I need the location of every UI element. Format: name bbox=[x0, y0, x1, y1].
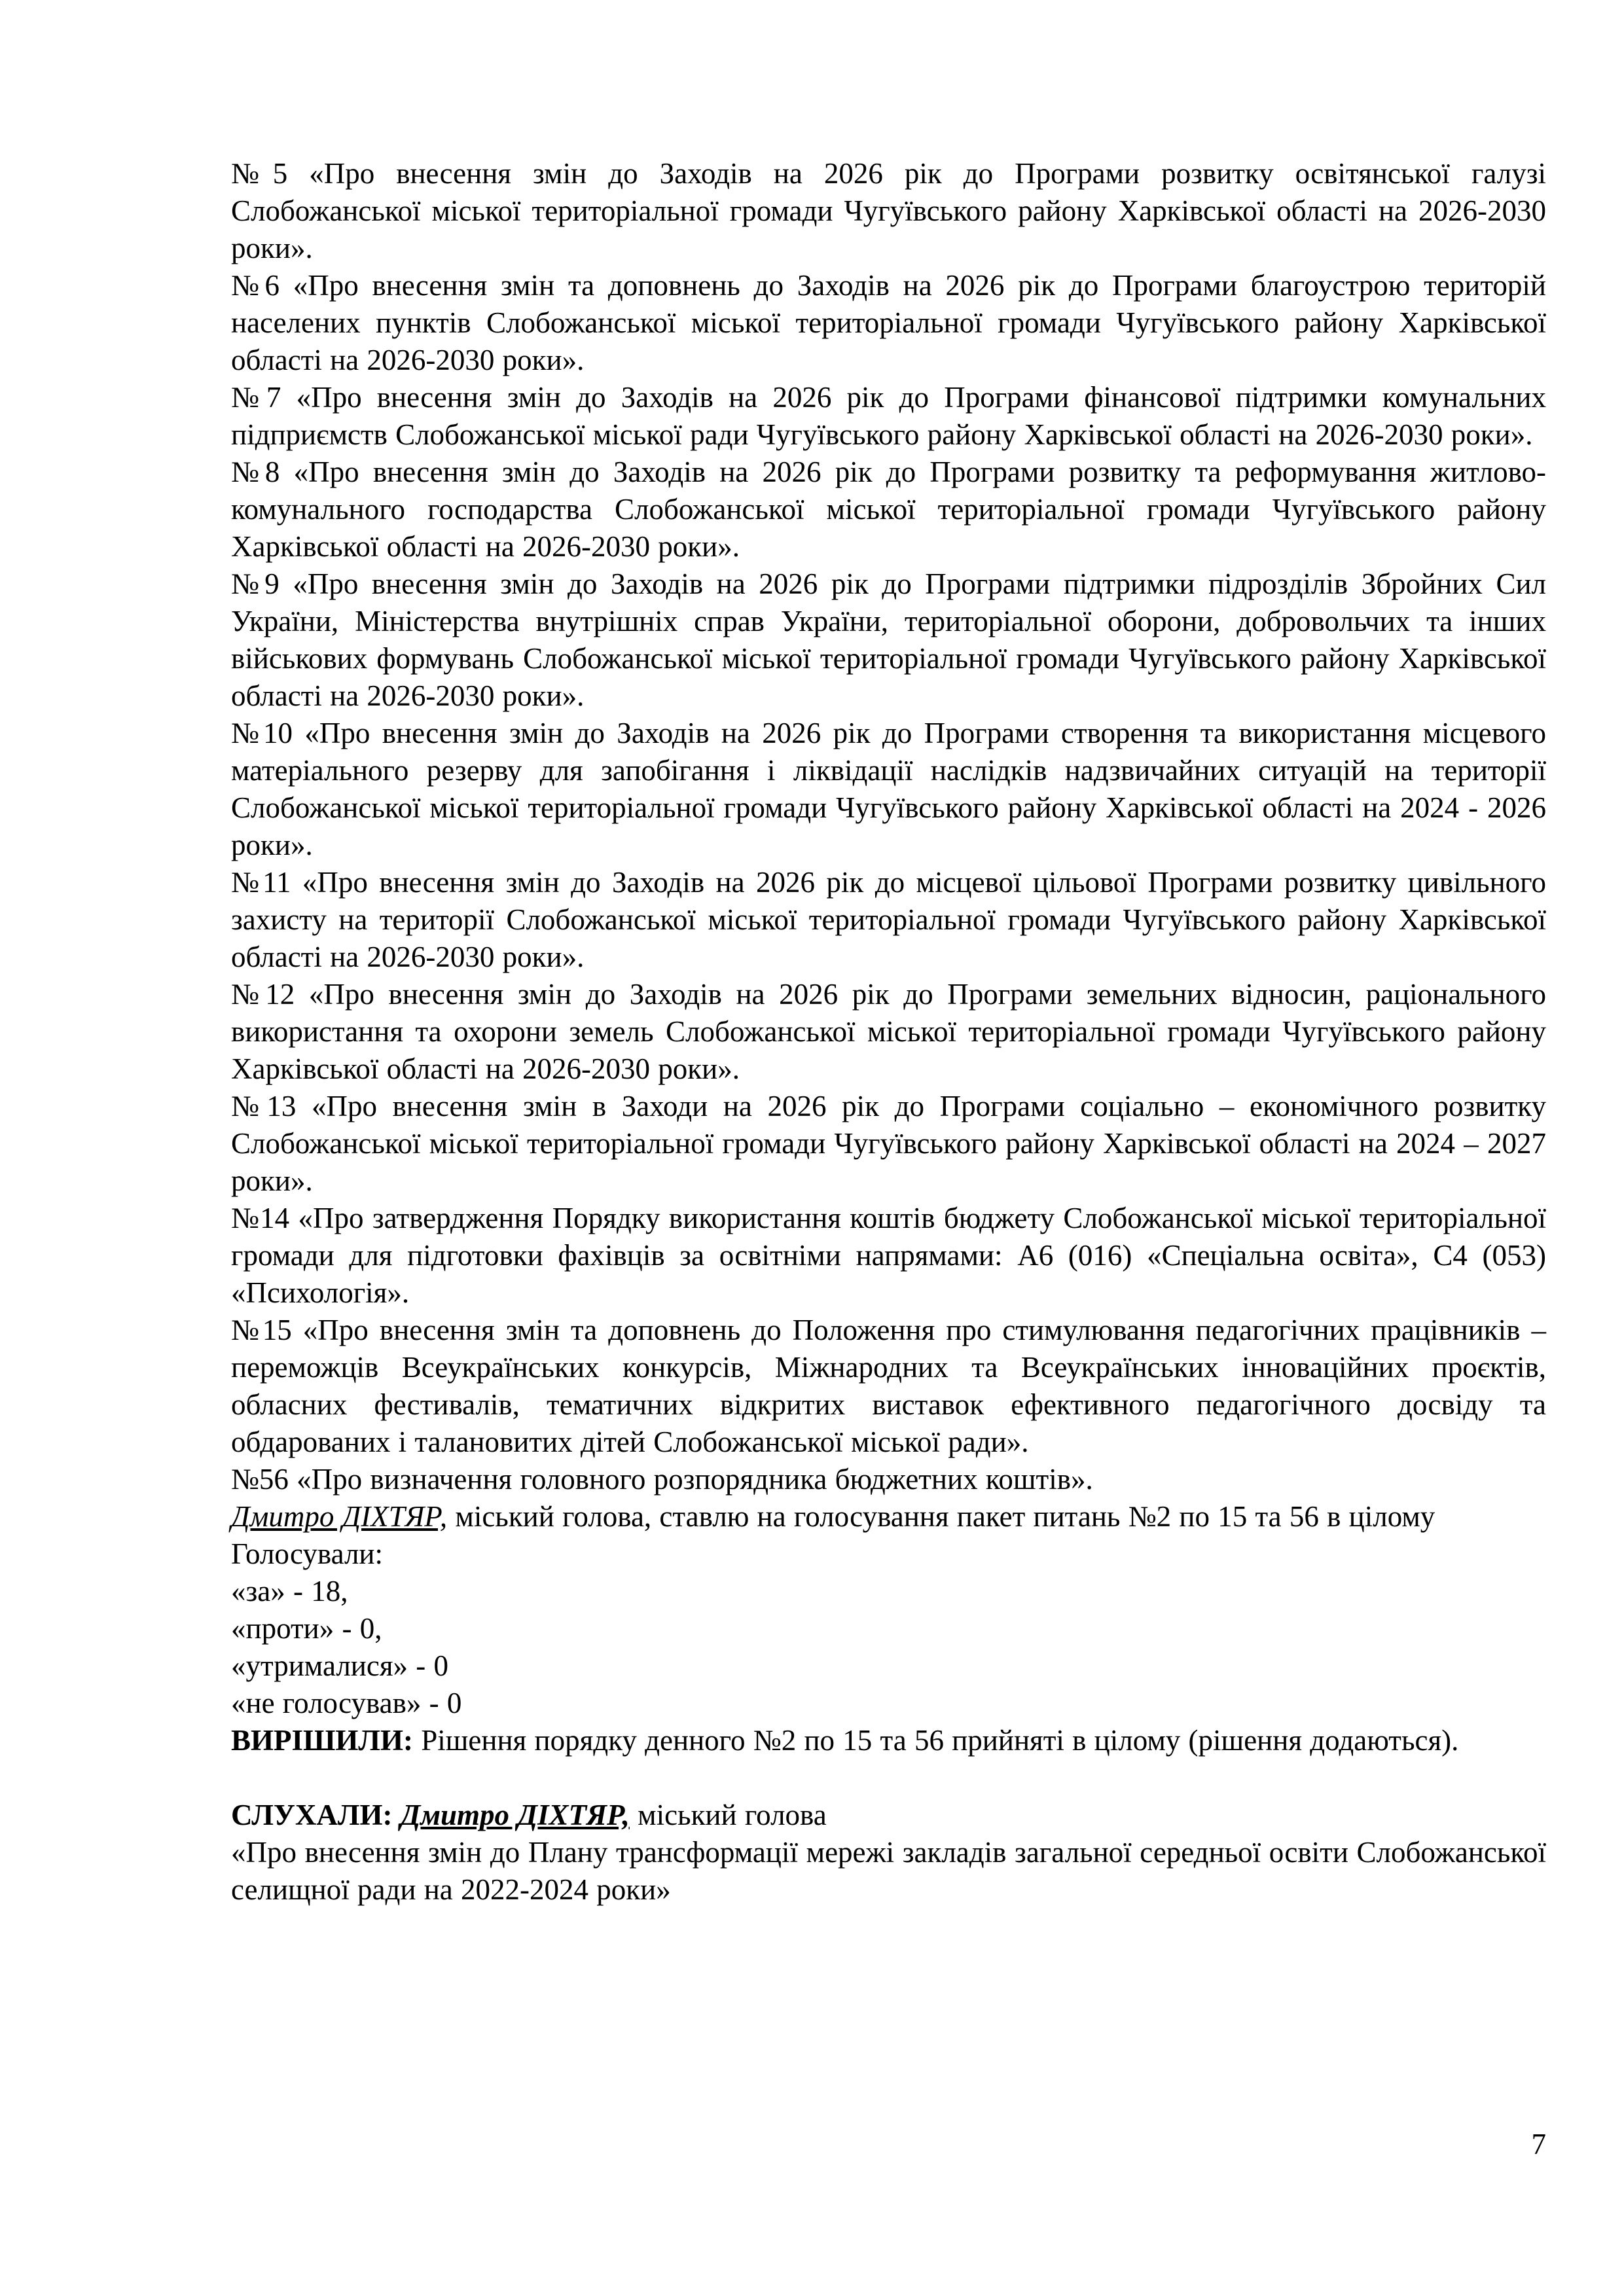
paragraph-text: №13 «Про внесення змін в Заходи на 2026 рік до Програми соціально – економічного розвитку Слобожанської міської територіальної громади Чугуївського району Харківської області на 2024 – 2027 роки». bbox=[231, 1090, 1546, 1197]
paragraph-text: «не голосував» - 0 bbox=[231, 1687, 462, 1719]
body-paragraph bbox=[231, 976, 1546, 1088]
vote-line bbox=[231, 1685, 1546, 1722]
body-paragraph bbox=[231, 454, 1546, 565]
vote-line bbox=[231, 1573, 1546, 1610]
paragraph-text: міський голова, ставлю на голосування пакет питань №2 по 15 та 56 в цілому bbox=[447, 1500, 1435, 1533]
body-paragraph bbox=[231, 1088, 1546, 1200]
paragraph-text: «утрималися» - 0 bbox=[231, 1649, 449, 1682]
speaker-line bbox=[231, 1498, 1546, 1535]
paragraph-text: №15 «Про внесення змін та доповнень до Положення про стимулювання педагогічних працівників – переможців Всеукраїнських конкурсів, Міжнародних та Всеукраїнських інноваційних проєктів, обласних фестивалів, тематичних відкритих виставок ефективного педагогічного досвіду та обдарованих і талановитих дітей Слобожанської міської ради». bbox=[231, 1314, 1546, 1458]
paragraph-text: №56 «Про визначення головного розпорядника бюджетних коштів». bbox=[231, 1463, 1093, 1496]
resolution-line bbox=[231, 1722, 1546, 1759]
paragraph-text: «за» - 18, bbox=[231, 1575, 348, 1607]
document-body bbox=[231, 155, 1546, 1909]
section-label: ВИРІШИЛИ: bbox=[231, 1724, 413, 1757]
paragraph-text: №14 «Про затвердження Порядку використання коштів бюджету Слобожанської міської територіальної громади для підготовки фахівців за освітніми напрямами: А6 (016) «Спеціальна освіта», С4 (053) «Психологія». bbox=[231, 1202, 1546, 1309]
paragraph-text: №6 «Про внесення змін та доповнень до Заходів на 2026 рік до Програми благоустрою територій населених пунктів Слобожанської міської територіальної громади Чугуївського району Харківської області на 2026-2030 роки». bbox=[231, 269, 1546, 376]
paragraph-text: «проти» - 0, bbox=[231, 1612, 382, 1645]
body-paragraph bbox=[231, 1200, 1546, 1312]
vote-line bbox=[231, 1610, 1546, 1647]
body-paragraph bbox=[231, 565, 1546, 715]
body-paragraph bbox=[231, 864, 1546, 976]
speaker-name: Дмитро ДІХТЯР, bbox=[231, 1500, 448, 1533]
body-paragraph bbox=[231, 1834, 1546, 1909]
speaker-name: Дмитро ДІХТЯР, bbox=[400, 1799, 630, 1831]
page-number: 7 bbox=[1531, 2128, 1546, 2161]
paragraph-text: Рішення порядку денного №2 по 15 та 56 прийняті в цілому (рішення додаються). bbox=[412, 1724, 1459, 1757]
blank-line bbox=[231, 1759, 1546, 1797]
paragraph-text: Голосували: bbox=[231, 1537, 383, 1570]
paragraph-text: №8 «Про внесення змін до Заходів на 2026 рік до Програми розвитку та реформування житлово-комунального господарства Слобожанської міської територіальної громади Чугуївського району Харківської області на 2026-2030 роки». bbox=[231, 456, 1546, 563]
paragraph-text: «Про внесення змін до Плану трансформації мережі закладів загальної середньої освіти Слобожанської селищної ради на 2022-2024 роки» bbox=[231, 1836, 1546, 1906]
body-paragraph bbox=[231, 1461, 1546, 1498]
body-paragraph bbox=[231, 715, 1546, 864]
paragraph-text: міський голова bbox=[629, 1799, 827, 1831]
section-label: СЛУХАЛИ: bbox=[231, 1799, 393, 1831]
paragraph-text: №9 «Про внесення змін до Заходів на 2026 рік до Програми підтримки підрозділів Збройних Сил України, Міністерства внутрішніх справ України, територіальної оборони, добровольчих та інших військових формувань Слобожанської міської територіальної громади Чугуївського району Харківської області на 2026-2030 роки». bbox=[231, 567, 1546, 712]
paragraph-text: №12 «Про внесення змін до Заходів на 2026 рік до Програми земельних відносин, раціонального використання та охорони земель Слобожанської міської територіальної громади Чугуївського району Харківської області на 2026-2030 роки». bbox=[231, 978, 1546, 1085]
vote-line bbox=[231, 1535, 1546, 1573]
paragraph-text: №11 «Про внесення змін до Заходів на 2026 рік до місцевої цільової Програми розвитку цивільного захисту на території Слобожанської міської територіальної громади Чугуївського району Харківської області на 2026-2030 роки». bbox=[231, 866, 1546, 973]
paragraph-text: №7 «Про внесення змін до Заходів на 2026 рік до Програми фінансової підтримки комунальних підприємств Слобожанської міської ради Чугуївського району Харківської області на 2026-2030 роки». bbox=[231, 381, 1546, 451]
agenda-heading bbox=[231, 1797, 1546, 1834]
body-paragraph bbox=[231, 267, 1546, 379]
paragraph-text: №10 «Про внесення змін до Заходів на 2026 рік до Програми створення та використання місцевого матеріального резерву для запобігання і ліквідації наслідків надзвичайних ситуацій на території Слобожанської міської територіальної громади Чугуївського району Харківської області на 2024 - 2026 роки». bbox=[231, 717, 1546, 861]
vote-line bbox=[231, 1647, 1546, 1685]
paragraph-text: №5 «Про внесення змін до Заходів на 2026 рік до Програми розвитку освітянської галузі Слобожанської міської територіальної громади Чугуївського району Харківської області на 2026-2030 роки». bbox=[231, 157, 1546, 264]
body-paragraph bbox=[231, 1312, 1546, 1461]
body-paragraph bbox=[231, 155, 1546, 267]
body-paragraph bbox=[231, 379, 1546, 454]
